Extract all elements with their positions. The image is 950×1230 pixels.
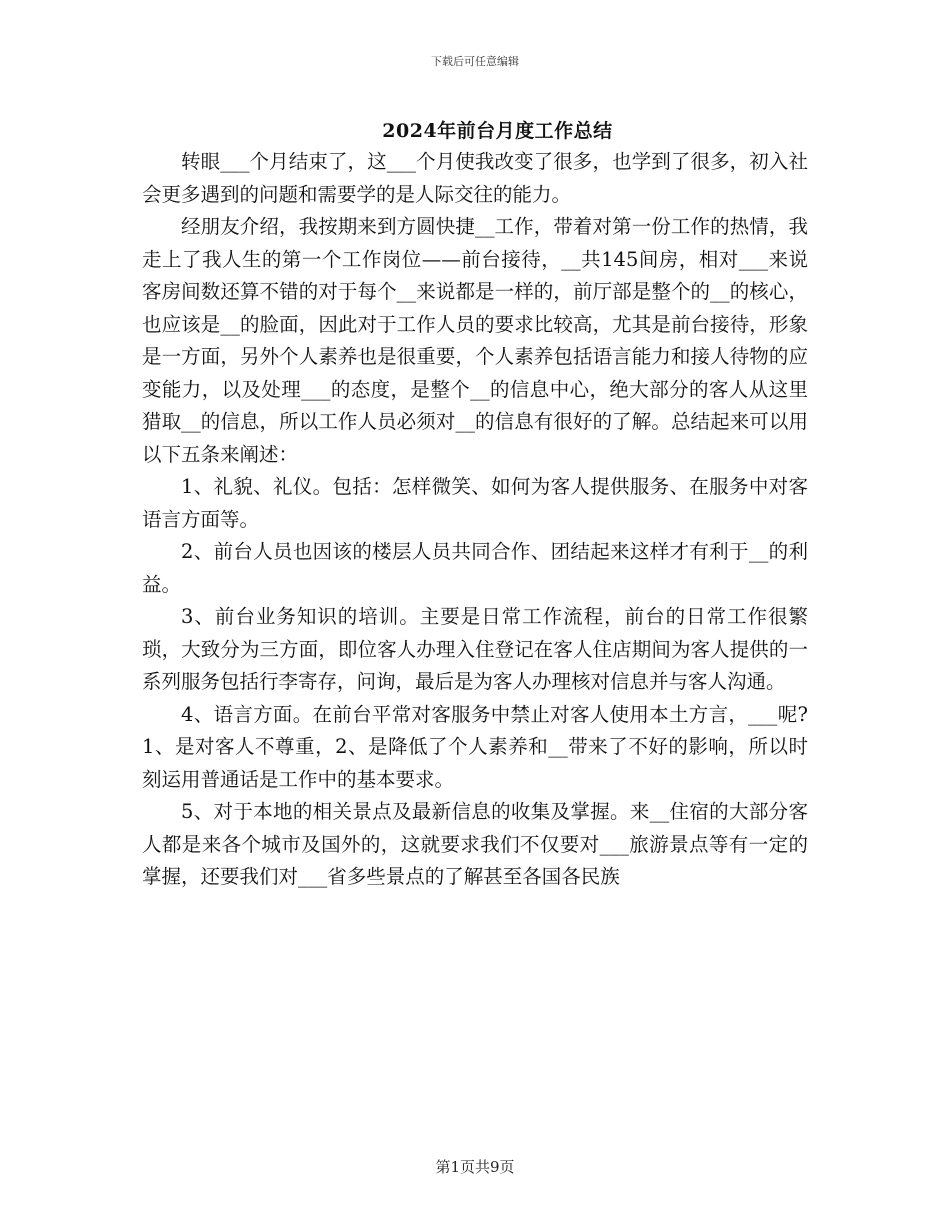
- paragraph-item-1: 1、礼貌、礼仪。包括：怎样微笑、如何为客人提供服务、在服务中对客语言方面等。: [142, 475, 808, 531]
- paragraph-background: 经朋友介绍，我按期来到方圆快捷__工作，带着对第一份工作的热情，我走上了我人生的第一个工作岗位——前台接待，__共145间房，相对___来说客房间数还算不错的对于每个__来说都是一样的，前厅部是整个的__的核心，也应该是__的脸面，因此对于工作人员的要求比较高，尤其是前台接待，形象是一方面，另外个人素养也是很重要，个人素养包括语言能力和接人待物的应变能力，以及处理___的态度，是整个__的信息中心，绝大部分的客人从这里猎取__的信息，所以工作人员必须对__的信息有很好的了解。总结起来可以用以下五条来阐述：: [142, 215, 808, 466]
- header-edit-note: 下载后可任意编辑: [431, 55, 519, 68]
- paragraph-item-2: 2、前台人员也因该的楼层人员共同合作、团结起来这样才有利于__的利益。: [142, 540, 808, 596]
- paragraph-item-5: 5、对于本地的相关景点及最新信息的收集及掌握。来__住宿的大部分客人都是来各个城市及国外的，这就要求我们不仅要对___旅游景点等有一定的掌握，还要我们对___省多些景点的了解甚至各国各民族: [142, 800, 808, 888]
- paragraph-intro: 转眼___个月结束了，这___个月使我改变了很多，也学到了很多，初入社会更多遇到的问题和需要学的是人际交往的能力。: [142, 150, 808, 206]
- document-body: [142, 146, 808, 894]
- paragraph-item-4: 4、语言方面。在前台平常对客服务中禁止对客人使用本土方言，___呢?1、是对客人不尊重，2、是降低了个人素养和__带来了不好的影响，所以时刻运用普通话是工作中的基本要求。: [142, 702, 808, 791]
- paragraph-item-3: 3、前台业务知识的培训。主要是日常工作流程，前台的日常工作很繁琐，大致分为三方面，即位客人办理入住登记在客人住店期间为客人提供的一系列服务包括行李寄存，问询，最后是为客人办理核对信息并与客人沟通。: [142, 605, 808, 693]
- page-number-footer: 第1页共9页: [435, 1158, 515, 1176]
- document-title: 2024年前台月度工作总结: [382, 120, 613, 142]
